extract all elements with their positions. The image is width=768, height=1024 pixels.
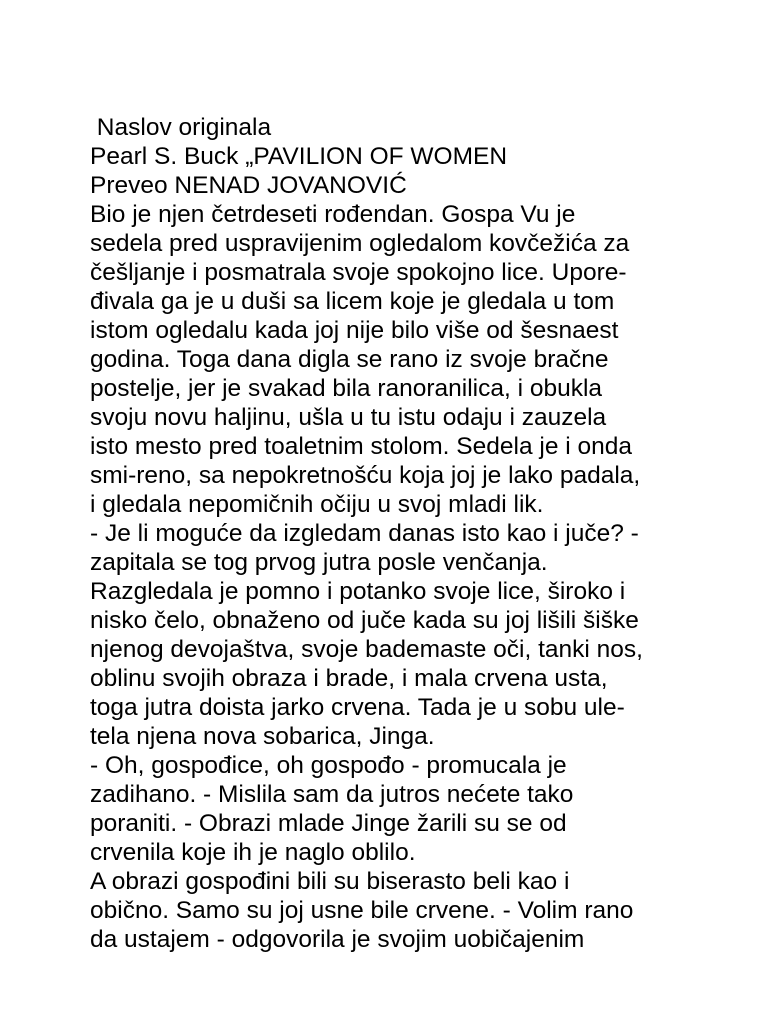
body-line: sedela pred uspravijenim ogledalom kovčežića za <box>90 230 630 257</box>
body-line: A obrazi gospođini bili su biserasto beli kao i <box>90 868 570 895</box>
body-line: tela njena nova sobarica, Jinga. <box>90 723 435 750</box>
author-and-title: Pearl S. Buck „PAVILION OF WOMEN <box>90 143 508 170</box>
body-line: isto mesto pred toaletnim stolom. Sedela je i onda <box>90 433 633 460</box>
body-line: - Je li moguće da izgledam danas isto kao i juče? - <box>90 520 639 547</box>
body-line: crvenila koje ih je naglo oblilo. <box>90 839 416 866</box>
body-line: zadihano. - Mislila sam da jutros nećete tako <box>90 781 574 808</box>
body-line: češljanje i posmatrala svoje spokojno lice. Upore- <box>90 259 627 286</box>
body-line: Razgledala je pomno i potanko svoje lice, široko i <box>90 578 626 605</box>
document-text <box>90 113 710 954</box>
translator-credit: Preveo NENAD JOVANOVIĆ <box>90 172 407 199</box>
body-line: postelje, jer je svakad bila ranoranilica, i obukla <box>90 375 603 402</box>
body-line: nisko čelo, obnaženo od juče kada su joj lišili šiške <box>90 607 639 634</box>
original-title-label: Naslov originala <box>90 114 272 141</box>
body-line: da ustajem - odgovorila je svojim uobičajenim <box>90 926 585 953</box>
body-line: svoju novu haljinu, ušla u tu istu odaju i zauzela <box>90 404 607 431</box>
body-line: Bio je njen četrdeseti rođendan. Gospa Vu je <box>90 201 576 228</box>
body-line: đivala ga je u duši sa licem koje je gledala u tom <box>90 288 615 315</box>
body-line: i gledala nepomičnih očiju u svoj mladi lik. <box>90 491 544 518</box>
body-line: - Oh, gospođice, oh gospođo - promucala je <box>90 752 567 779</box>
body-line: toga jutra doista jarko crvena. Tada je u sobu ule- <box>90 694 625 721</box>
body-line: obično. Samo su joj usne bile crvene. - Volim rano <box>90 897 634 924</box>
body-line: godina. Toga dana digla se rano iz svoje bračne <box>90 346 609 373</box>
body-line: oblinu svojih obraza i brade, i mala crvena usta, <box>90 665 608 692</box>
body-line: zapitala se tog prvog jutra posle venčanja. <box>90 549 548 576</box>
body-line: poraniti. - Obrazi mlade Jinge žarili su se od <box>90 810 567 837</box>
body-line: smi-reno, sa nepokretnošću koja joj je lako padala, <box>90 462 641 489</box>
body-line: istom ogledalu kada joj nije bilo više od šesnaest <box>90 317 619 344</box>
body-line: njenog devojaštva, svoje bademaste oči, tanki nos, <box>90 636 643 663</box>
